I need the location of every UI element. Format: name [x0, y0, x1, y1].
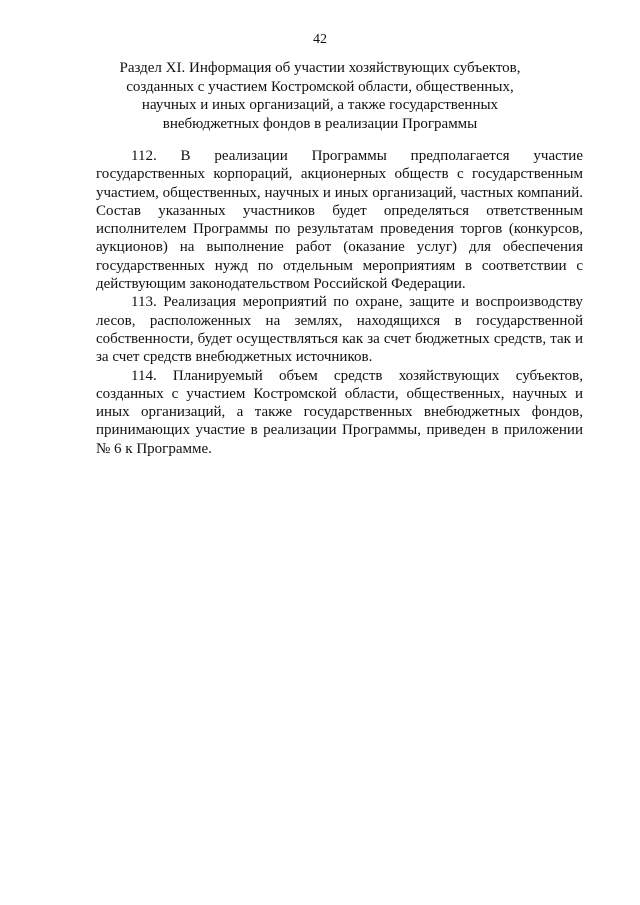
- page-number: 42: [313, 32, 327, 47]
- section-heading-line: научных и иных организаций, а также государственных: [141, 97, 499, 113]
- section-heading-line: созданных с участием Костромской области, общественных,: [126, 78, 514, 95]
- section-heading-line: внебюджетных фондов в реализации Программы: [162, 115, 478, 132]
- paragraph-114: 114. Планируемый объем средств хозяйствующих субъектов, созданных с участием Костромской области, общественных, научных и иных организаций, а также государственных внебюджетных фондов, принимающих участие в реализации Программы, приведен в приложении № 6 к Программе.: [96, 367, 583, 457]
- paragraph-112: 112. В реализации Программы предполагается участие государственных корпораций, акционерных обществ с государственным участием, общественных, научных и иных организаций, частных компаний. Состав указанных участников будет определяться ответственным исполнителем Программы по результатам проведения торгов (конкурсов, аукционов) на выполнение работ (оказание услуг) для обеспечения государственных нужд по отдельным мероприятиям в соответствии с действующим законодательством Российской Федерации.: [96, 148, 583, 293]
- paragraph-113: 113. Реализация мероприятий по охране, защите и воспроизводству лесов, расположенных на землях, находящихся в государственной собственности, будет осуществляться как за счет бюджетных средств, так и за счет средств внебюджетных источников.: [96, 294, 583, 366]
- section-heading-line: Раздел XI. Информация об участии хозяйствующих субъектов,: [119, 60, 521, 76]
- body-text: [96, 147, 583, 458]
- section-heading: [110, 59, 530, 133]
